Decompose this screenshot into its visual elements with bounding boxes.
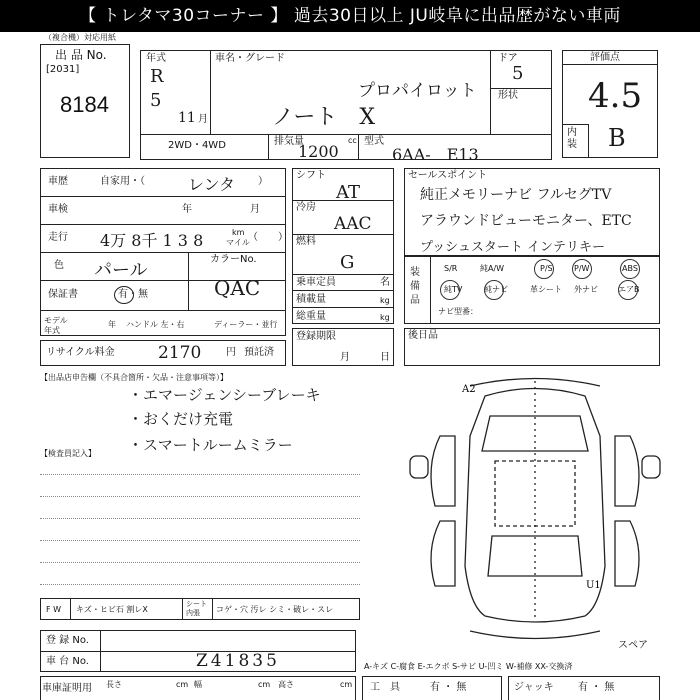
model: ノート X (272, 105, 376, 130)
chassis-value: Z41835 (196, 651, 280, 671)
recycle-value: 2170 (158, 343, 202, 363)
gross-label: 総重量 (296, 311, 326, 322)
fuel-label: 燃料 (296, 236, 316, 247)
sales-line-1: 純正メモリーナビ フルセグTV (420, 187, 612, 203)
circle-pw (572, 259, 592, 279)
seller-notes-label: 【出品店申告欄（不具合箇所・欠品・注意事項等）】 (40, 373, 228, 382)
lot-label: 出 品 No. (55, 48, 107, 62)
model-year-label: モデル年式 (44, 316, 68, 335)
displacement-value: 1200 (298, 142, 339, 161)
sales-line-2: アラウンドビューモニター、ETC (420, 213, 632, 229)
year-era: R (150, 66, 164, 87)
recycle-label: リサイクル料金 (46, 347, 115, 358)
circle-abs (620, 259, 640, 279)
year-label: 年式 (146, 53, 166, 64)
shift-label: シフト (296, 170, 326, 181)
color-value: パール (94, 260, 148, 281)
note-3: ・スマートルームミラー (128, 436, 293, 454)
history-options: 自家用・（ (100, 176, 145, 187)
doors-label: ドア (498, 53, 518, 64)
load-label: 積載量 (296, 294, 326, 305)
tools-label: 工 具 (370, 682, 400, 693)
chassis-label: 車 台 No. (46, 656, 89, 667)
mileage-value: 4万 8千 1 3 8 (100, 231, 204, 250)
note-2: ・おくだけ充電 (128, 410, 234, 428)
year-value: 5 (150, 90, 162, 111)
ac-value: AAC (334, 214, 372, 234)
displacement-label: 排気量 (274, 136, 304, 147)
history-label: 車歴 (48, 176, 68, 187)
banner: 【 トレタマ30コーナー 】 過去30日以上 JU岐阜に出品歴がない車両 (0, 0, 700, 32)
drive: 2WD・4WD (168, 140, 226, 151)
circle-navi (484, 280, 504, 300)
interior-value: B (608, 124, 626, 152)
u1-mark: U1 (586, 580, 601, 591)
color-no-label: カラーNo. (210, 254, 257, 265)
seat-items: コゲ・穴 汚レ シミ・破レ・スレ (216, 605, 334, 614)
a2-mark: A2 (462, 384, 476, 395)
type-label: 型式 (364, 136, 384, 147)
inspector-label: 【検査員記入】 (40, 449, 96, 458)
month-unit: 月 (198, 114, 208, 125)
car-diagram (400, 376, 670, 656)
deadline-label: 登録期限 (296, 331, 336, 342)
circle-tv (440, 280, 460, 300)
grade: プロパイロット (358, 81, 477, 101)
doors-value: 5 (512, 63, 524, 84)
circle-ps (534, 259, 554, 279)
rear-box (404, 328, 660, 366)
score-label: 評価点 (590, 52, 620, 63)
jack-label: ジャッキ (514, 682, 554, 693)
sales-point-label: セールスポイント (408, 170, 488, 181)
spare-label: スペア (618, 640, 648, 651)
score-value: 4.5 (588, 76, 643, 116)
lot-number: 8184 (60, 92, 109, 117)
capacity-label: 乗車定員 (296, 277, 336, 288)
registration-label: 登 録 No. (46, 635, 89, 646)
shape-label: 形状 (498, 90, 518, 101)
interior-label: 内装 (567, 127, 577, 150)
warranty-circle (114, 286, 134, 304)
warranty-label: 保証書 (48, 289, 78, 300)
name-label: 車名・グレード (215, 53, 285, 64)
rear-label: 後日品 (408, 330, 438, 341)
equipment-label: 装備品 (410, 267, 420, 306)
certificate-label: 車庫証明用 (42, 683, 92, 694)
sales-line-3: プッシュスタート インテリキー (420, 240, 605, 255)
ac-label: 冷房 (296, 202, 316, 213)
color-label: 色 (54, 260, 64, 271)
fw-items: キズ・ヒビ石 割レX (76, 605, 148, 614)
header-note: （複合機）対応用紙 (44, 33, 116, 42)
type-value: 6AA- E13 (392, 145, 479, 164)
fuel-value: G (340, 252, 355, 273)
shift-value: AT (336, 182, 361, 203)
warranty-options: 有・無 (118, 289, 148, 300)
note-1: ・エマージェンシーブレーキ (128, 386, 321, 404)
year-month: 11 (178, 110, 196, 126)
history-value: レンタ (188, 175, 235, 194)
mileage-label: 走行 (48, 232, 68, 243)
color-no-value: QAC (214, 276, 261, 300)
inspection-label: 車検 (48, 204, 68, 215)
displacement-unit: cc (348, 136, 357, 145)
circle-airbag (618, 280, 638, 300)
legend: A-キズ C-腐食 E-エクボ S-サビ U-凹ミ W-補修 XX-交換済 (364, 662, 573, 671)
lot-sub: [2031] (46, 64, 80, 75)
